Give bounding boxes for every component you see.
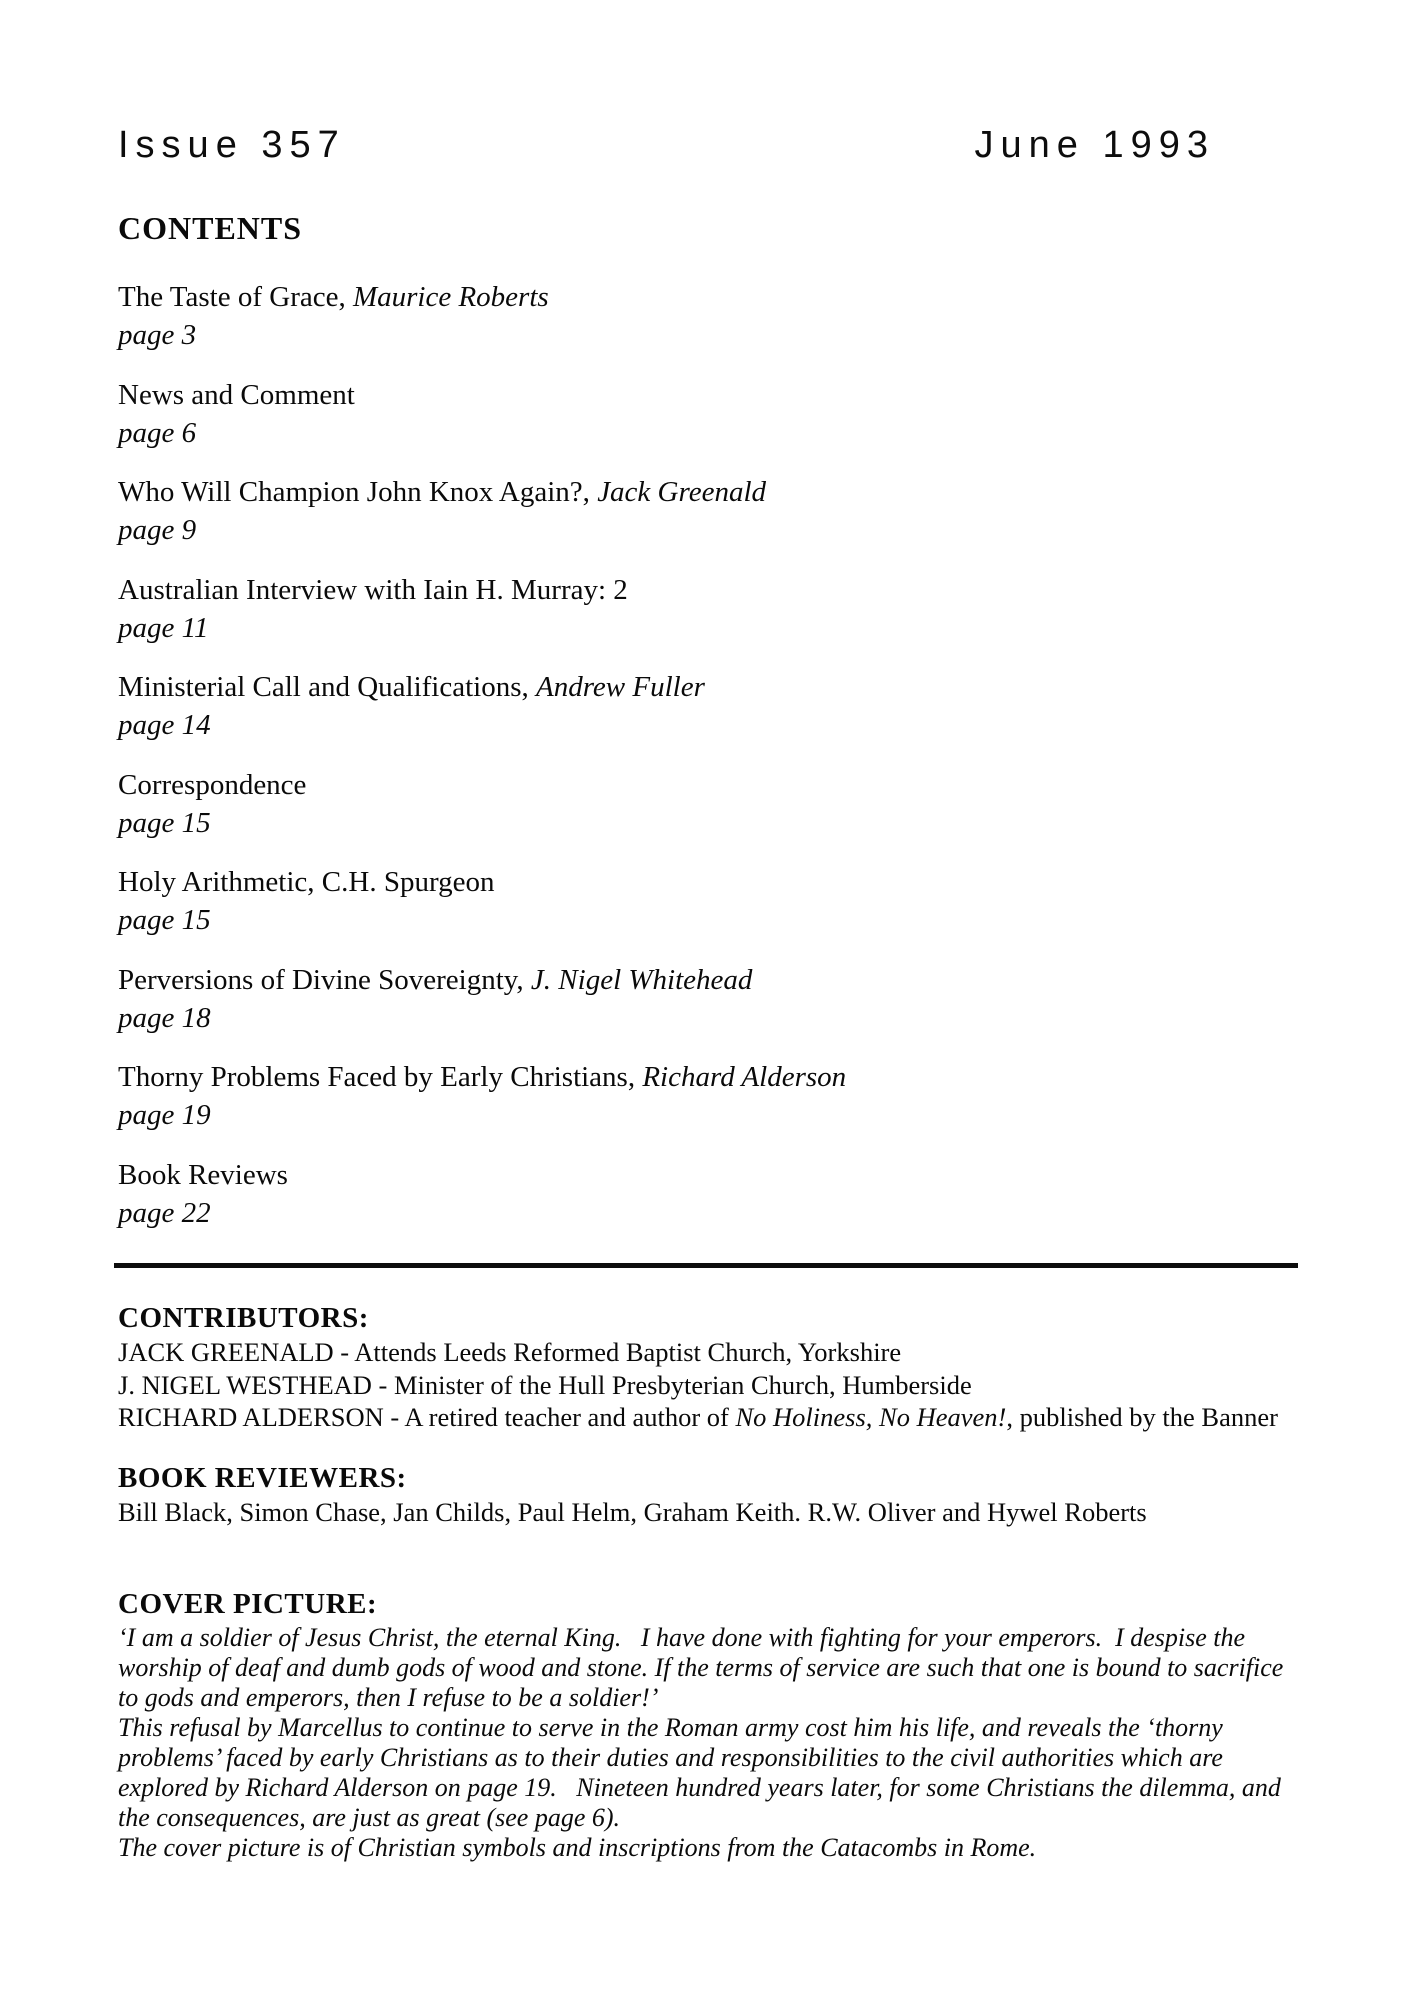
- issue-date: June 1993: [974, 124, 1215, 166]
- cover-text-line: The cover picture is of Christian symbols and inscriptions from the Catacombs in Rome.: [118, 1833, 1037, 1862]
- toc-entry-title: Who Will Champion John Knox Again?,: [118, 476, 598, 508]
- toc-entry: [118, 571, 1302, 647]
- contributor-work-title: No Holiness, No Heaven!: [735, 1402, 1007, 1432]
- toc-entry: [118, 863, 1302, 939]
- toc-entry-title-line: [118, 376, 1302, 414]
- toc-entry-author: J. Nigel Whitehead: [530, 963, 753, 996]
- toc-entry-title-line: [118, 863, 1302, 901]
- toc-entry-page: page 14: [118, 709, 211, 741]
- toc-entry-page: page 3: [118, 319, 197, 351]
- masthead: [118, 124, 1215, 166]
- contributor-line: [118, 1401, 1302, 1434]
- cover-picture-description: [118, 1623, 1318, 1863]
- toc-entry-page: page 19: [118, 1099, 211, 1131]
- toc-entry-author: Jack Greenald: [597, 476, 767, 508]
- toc-entry-title: The Taste of Grace,: [118, 281, 353, 313]
- toc-entry-title: News and Comment: [118, 378, 355, 411]
- toc-entry: [118, 1058, 1302, 1134]
- contents-heading: CONTENTS: [118, 210, 303, 246]
- toc-entry-page: page 22: [118, 1196, 211, 1229]
- toc-entry-title: Holy Arithmetic, C.H. Spurgeon: [118, 866, 495, 898]
- toc-entry-title-line: [118, 571, 1302, 609]
- cover-text-line: explored by Richard Alderson on page 19. Nineteen hundred years later, for some Christians the dilemma, and: [118, 1773, 1281, 1802]
- table-of-contents: [118, 278, 1302, 1253]
- contributor-line: [118, 1369, 1302, 1402]
- toc-entry-title: Correspondence: [118, 768, 307, 801]
- book-reviewers-heading: BOOK REVIEWERS:: [118, 1462, 407, 1494]
- toc-entry-title-line: [118, 278, 1302, 316]
- contributor-text: JACK GREENALD - Attends Leeds Reformed Baptist Church, Yorkshire: [118, 1337, 902, 1367]
- cover-text-line: the consequences, are just as great (see page 6).: [118, 1803, 621, 1832]
- toc-entry-title-line: [118, 668, 1302, 706]
- toc-entry: [118, 278, 1302, 354]
- toc-entry-title: Australian Interview with Iain H. Murray: 2: [118, 573, 628, 606]
- toc-entry: [118, 668, 1302, 744]
- toc-entry-title-line: [118, 961, 1302, 999]
- toc-entry-title-line: [118, 766, 1302, 804]
- cover-text-line: This refusal by Marcellus to continue to serve in the Roman army cost him his life, and reveals the ‘thorny: [118, 1713, 1223, 1742]
- cover-picture-heading: COVER PICTURE:: [118, 1588, 378, 1620]
- toc-entry-title: Perversions of Divine Sovereignty,: [118, 963, 531, 996]
- toc-entry-page: page 11: [118, 611, 209, 644]
- cover-text-line: to gods and emperors, then I refuse to be a soldier!’: [118, 1683, 659, 1712]
- cover-text-line: worship of deaf and dumb gods of wood and stone. If the terms of service are such that one is bound to sacrifice: [118, 1653, 1284, 1682]
- toc-entry-title-line: [118, 1058, 1302, 1096]
- toc-entry-page: page 18: [118, 1001, 211, 1034]
- toc-entry-title: Thorny Problems Faced by Early Christians,: [118, 1061, 643, 1093]
- toc-entry-page: page 9: [118, 514, 197, 546]
- contributor-text: J. NIGEL WESTHEAD - Minister of the Hull Presbyterian Church, Humberside: [118, 1369, 972, 1400]
- toc-entry-title-line: [118, 1156, 1302, 1194]
- toc-entry: [118, 1156, 1302, 1232]
- cover-text-line: ‘I am a soldier of Jesus Christ, the eternal King. I have done with fighting for your emperors. I despise the: [118, 1623, 1246, 1652]
- toc-entry-title: Book Reviews: [118, 1158, 288, 1191]
- toc-entry-author: Richard Alderson: [642, 1061, 847, 1093]
- toc-entry-page: page 15: [118, 904, 211, 936]
- cover-text-line: problems’ faced by early Christians as to their duties and responsibilities to the civil authorities which are: [118, 1743, 1223, 1772]
- toc-entry: [118, 473, 1302, 549]
- section-divider: [114, 1263, 1298, 1268]
- contributor-line: [118, 1336, 1302, 1369]
- toc-entry-page: page 15: [118, 806, 211, 839]
- toc-entry-title: Ministerial Call and Qualifications,: [118, 671, 536, 703]
- contributor-text: RICHARD ALDERSON - A retired teacher and author of: [118, 1402, 736, 1432]
- issue-number: Issue 357: [118, 124, 346, 166]
- contributors-list: [118, 1336, 1302, 1434]
- toc-entry-author: Maurice Roberts: [352, 281, 549, 313]
- contributors-heading: CONTRIBUTORS:: [118, 1302, 369, 1334]
- toc-entry-title-line: [118, 473, 1302, 511]
- book-reviewers-names: Bill Black, Simon Chase, Jan Childs, Paul Helm, Graham Keith. R.W. Oliver and Hywel Roberts: [118, 1497, 1147, 1527]
- toc-entry: [118, 376, 1302, 452]
- toc-entry-page: page 6: [118, 416, 197, 449]
- contributor-text-post: , published by the Banner: [1006, 1402, 1278, 1432]
- toc-entry: [118, 766, 1302, 842]
- toc-entry-author: Andrew Fuller: [536, 671, 705, 703]
- toc-entry: [118, 961, 1302, 1037]
